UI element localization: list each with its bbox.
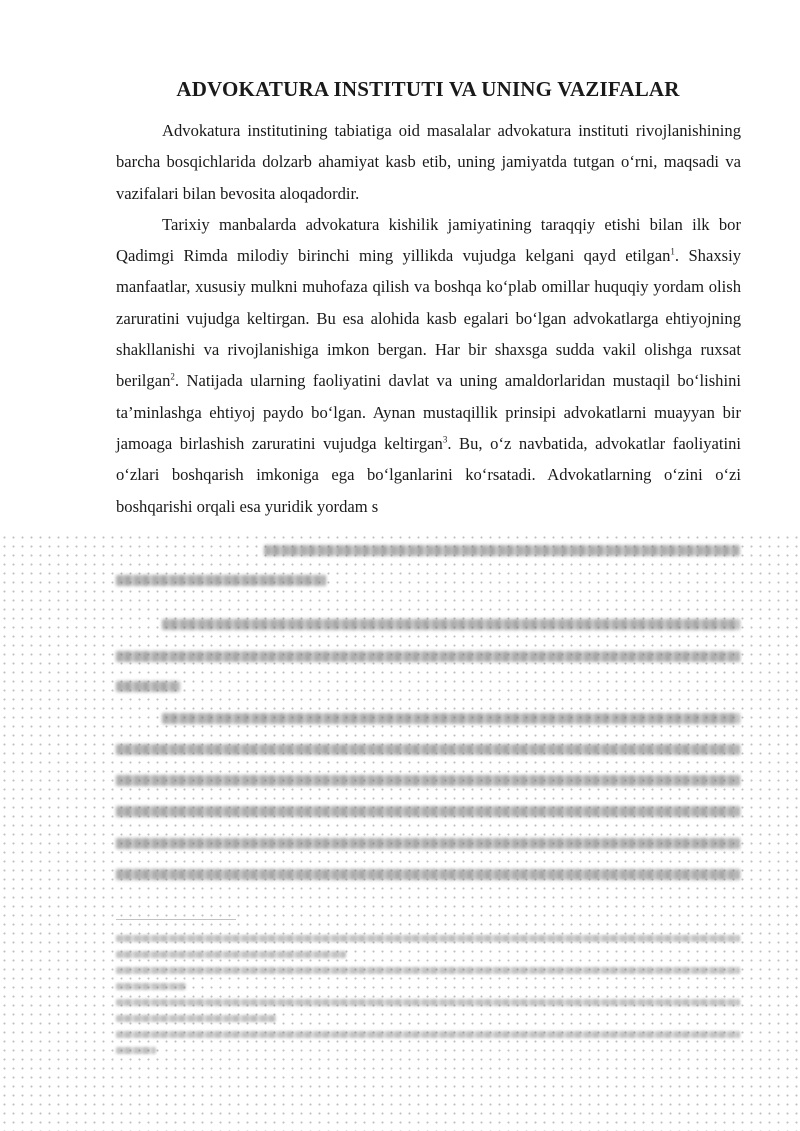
blurred-line — [116, 806, 740, 817]
footnote-ref-1: 1 — [670, 246, 675, 257]
cut-off-line: esa yuridik yordam s — [239, 496, 379, 516]
blurred-line — [116, 681, 180, 692]
paragraph-2-text-b: . Shaxsiy manfaatlar, xususiy mulkni muhofaza qilish va boshqa ko‘plab omillar huquqiy yordam olish zaruratini vujudga keltirgan. Bu esa alohida kasb egalari bo‘lgan advokatlarga ehtiyojning shakllanishi va rivojlanishiga imkon bergan. Har bir shaxsga sudda vakil olishga ruxsat berilgan — [116, 246, 741, 391]
footnote-ref-2: 2 — [170, 371, 175, 382]
blurred-line — [116, 575, 326, 586]
blurred-line — [116, 838, 740, 849]
blurred-footnote-line — [116, 1031, 740, 1038]
document-body — [116, 115, 741, 522]
paragraph-2 — [116, 209, 741, 522]
blurred-footnote-line — [116, 967, 740, 974]
paragraph-2-text-d: . Bu, o‘z navbatida, advokatlar faoliyatini o‘zlari boshqarish imkoniga ega bo‘lganlarini ko‘rsatadi. Advokatlarning o‘zini o‘zi boshqarishi orqali — [116, 433, 741, 516]
paragraph-2-text-c: . Natijada ularning faoliyatini davlat va uning amaldorlaridan mustaqil bo‘lishini ta’minlashga ehtiyoj paydo bo‘lgan. Aynan mustaqillik prinsipi advokatlarni muayyan bir jamoaga birlashish zaruratini vujudga keltirgan — [116, 371, 741, 453]
blurred-footnote-line — [116, 1047, 156, 1054]
document-title: ADVOKATURA INSTITUTI VA UNING VAZIFALAR — [176, 77, 680, 101]
blurred-line — [162, 713, 740, 724]
blurred-line — [162, 619, 740, 630]
blurred-footnote-line — [116, 935, 740, 942]
paragraph-1: Advokatura institutining tabiatiga oid masalalar advokatura instituti rivojlanishining barcha bosqichlarida dolzarb ahamiyat kasb etib, uning jamiyatda tutgan o‘rni, maqsadi va vazifalari bilan bevosita aloqadordir. — [116, 121, 741, 203]
footnote-ref-3: 3 — [442, 434, 448, 445]
blurred-line — [116, 775, 740, 786]
blurred-line — [116, 744, 740, 755]
blurred-line — [264, 545, 740, 556]
blurred-footnote-line — [116, 1015, 276, 1022]
blurred-line — [116, 651, 740, 662]
blurred-footnote-line — [116, 951, 346, 958]
paragraph-2-text-a: Tarixiy manbalarda advokatura kishilik jamiyatining taraqqiy etishi bilan ilk bor Qadimgi Rimda milodiy birinchi ming yillikda vujudga kelgani qayd etilgan — [116, 214, 741, 266]
blurred-footnote-line — [116, 983, 186, 990]
blurred-footnote-line — [116, 999, 740, 1006]
blurred-line — [116, 869, 740, 880]
blurred-preview-overlay — [0, 533, 800, 1131]
footnote-divider — [116, 919, 236, 920]
